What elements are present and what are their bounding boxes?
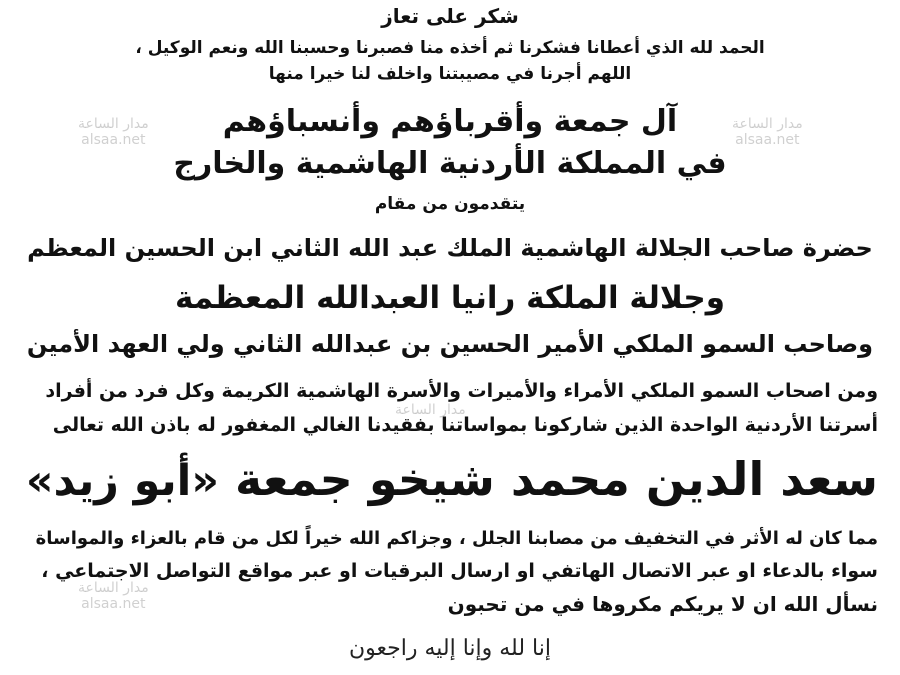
body-line-1: ومن اصحاب السمو الملكي الأمراء والأميرات والأسرة الهاشمية الكريمة وكل فرد من أفراد: [45, 380, 878, 402]
watermark-site-url: alsaa.net: [81, 132, 146, 148]
closing-line-3: نسأل الله ان لا يريكم مكروها في من تحبون: [447, 592, 878, 616]
watermark-site-name: مدار الساعة: [395, 402, 466, 418]
watermark-site-url: alsaa.net: [81, 596, 146, 612]
watermark-site-url: alsaa.net: [735, 132, 800, 148]
deceased-name: سعد الدين محمد شيخو جمعة: [234, 452, 878, 506]
watermark-left: [78, 116, 149, 148]
family-location-heading: في المملكة الأردنية الهاشمية والخارج: [173, 146, 727, 181]
body-line-2: أسرتنا الأردنية الواحدة الذين شاركونا بمواساتنا بفقيدنا الغالي المغفور له باذن الله تعالى: [52, 414, 878, 436]
notice-title: شكر على تعاز: [381, 4, 519, 28]
watermark-right: [732, 116, 803, 148]
crown-prince-line: وصاحب السمو الملكي الأمير الحسين بن عبدالله الثاني ولي العهد الأمين: [26, 330, 874, 358]
watermark-site-name: مدار الساعة: [732, 116, 803, 132]
watermark-bottom: [78, 580, 149, 612]
opening-verse-line-2: اللهم أجرنا في مصيبتنا واخلف لنا خيرا منها: [268, 64, 632, 84]
calligraphy-verse: إنا لله وإنا إليه راجعون: [349, 636, 551, 661]
watermark-site-name: مدار الساعة: [78, 116, 149, 132]
deceased-nickname: «أبو زيد»: [25, 456, 219, 506]
family-name-heading: آل جمعة وأقرباؤهم وأنسباؤهم: [222, 104, 678, 139]
closing-line-1: مما كان له الأثر في التخفيف من مصابنا الجلل ، وجزاكم الله خيراً لكل من قام بالعزاء والمواساة: [35, 528, 878, 549]
queen-line: وجلالة الملكة رانيا العبدالله المعظمة: [174, 280, 726, 316]
watermark-site-name: مدار الساعة: [78, 580, 149, 596]
watermark-middle: [395, 402, 466, 418]
presented-from-text: يتقدمون من مقام: [374, 194, 526, 214]
deceased-name-heading: [20, 452, 878, 506]
opening-verse-line-1: الحمد لله الذي أعطانا فشكرنا ثم أخذه منا فصبرنا وحسبنا الله ونعم الوكيل ،: [135, 38, 765, 58]
closing-line-2: سواء بالدعاء او عبر الاتصال الهاتفي او ارسال البرقيات او عبر مواقع التواصل الاجتماعي ،: [41, 560, 878, 582]
king-line: حضرة صاحب الجلالة الهاشمية الملك عبد الله الثاني ابن الحسين المعظم: [27, 234, 873, 262]
